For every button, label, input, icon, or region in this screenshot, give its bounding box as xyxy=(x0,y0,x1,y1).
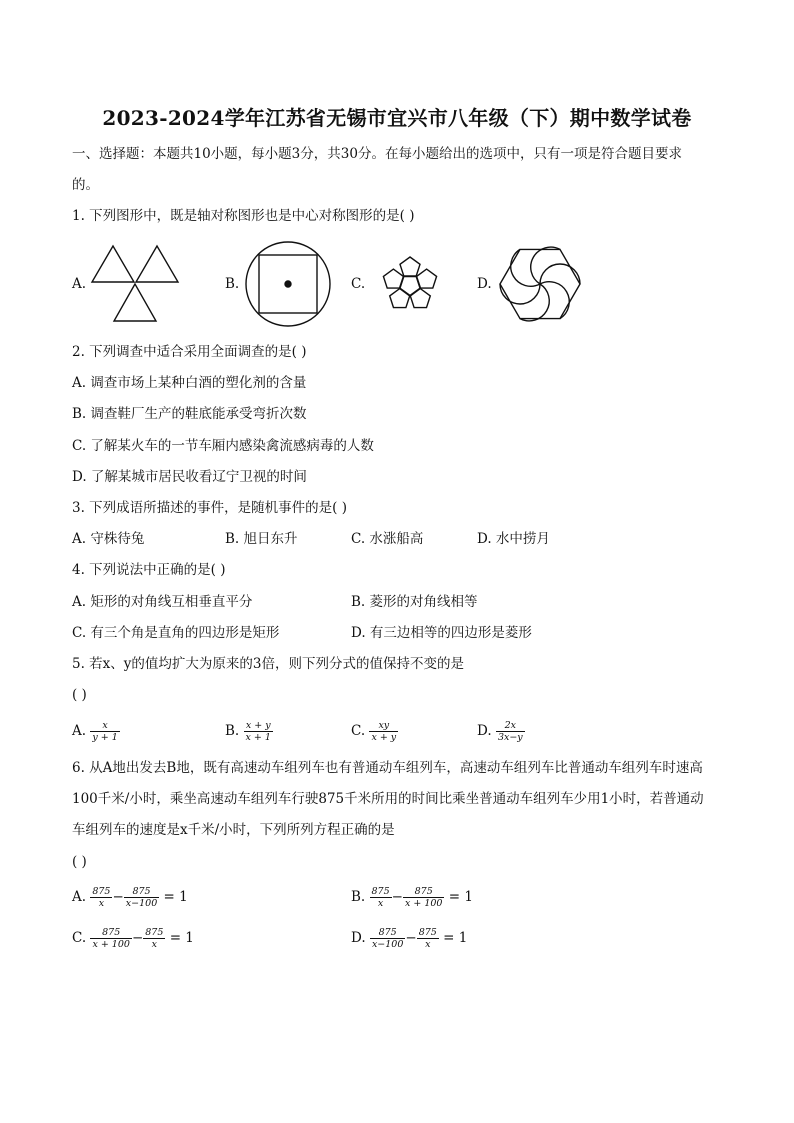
q6-answer-paren: ( ) xyxy=(72,854,87,870)
q1-option-b-label: B. xyxy=(225,276,240,292)
q6-option-c xyxy=(72,927,194,950)
q4-option-c: C. 有三个角是直角的四边形是矩形 xyxy=(72,625,280,641)
q5-option-d-label: D. xyxy=(477,723,492,739)
q2-option-a: A. 调查市场上某种白酒的塑化剂的含量 xyxy=(72,375,307,391)
fraction-numerator: 2x xyxy=(504,720,516,731)
q1-option-d-label: D. xyxy=(477,276,492,292)
equation-rhs: = 1 xyxy=(448,889,473,905)
fraction-denominator: 3x−y xyxy=(497,732,523,743)
fraction-numerator: x + y xyxy=(245,720,271,731)
fraction-denominator: x + y xyxy=(371,732,397,743)
fraction-term-1 xyxy=(370,927,405,950)
q2-option-d: D. 了解某城市居民收看辽宁卫视的时间 xyxy=(72,469,307,485)
q1-figure-b-circle-square xyxy=(244,240,334,330)
fraction-denominator: x + 1 xyxy=(245,732,271,743)
q6-option-d xyxy=(351,927,467,950)
q5-option-d xyxy=(477,720,525,743)
fraction-term-2 xyxy=(403,886,445,909)
fraction-denominator: x−100 xyxy=(371,939,404,950)
q6-option-d-label: D. xyxy=(351,930,366,946)
q1-option-c-label: C. xyxy=(351,276,366,292)
equation-rhs: = 1 xyxy=(169,930,194,946)
q5-option-a-fraction xyxy=(90,720,119,743)
fraction-numerator: 875 xyxy=(92,886,111,897)
fraction-numerator: xy xyxy=(378,720,390,731)
fraction-numerator: x xyxy=(102,720,108,731)
q5-option-c-fraction xyxy=(369,720,398,743)
q4-stem: 4. 下列说法中正确的是( ) xyxy=(72,562,226,578)
q2-option-b: B. 调查鞋厂生产的鞋底能承受弯折次数 xyxy=(72,406,307,422)
fraction-denominator: x xyxy=(143,938,165,950)
q1-figure-c-pentagons xyxy=(365,244,455,324)
q2-stem: 2. 下列调查中适合采用全面调查的是( ) xyxy=(72,344,307,360)
q5-option-a-label: A. xyxy=(72,723,87,739)
q4-option-d: D. 有三边相等的四边形是菱形 xyxy=(351,625,532,641)
fraction-numerator: 875 xyxy=(378,927,397,938)
minus-sign: − xyxy=(405,930,417,946)
fraction-denominator: x xyxy=(417,938,439,950)
q6-option-a xyxy=(72,886,188,909)
q6-option-c-label: C. xyxy=(72,930,87,946)
q6-option-b xyxy=(351,886,473,909)
q3-option-b: B. 旭日东升 xyxy=(225,531,298,547)
fraction-denominator: x−100 xyxy=(125,898,158,909)
fraction-numerator: 875 xyxy=(414,886,433,897)
q4-option-a: A. 矩形的对角线互相垂直平分 xyxy=(72,594,253,610)
minus-sign: − xyxy=(391,889,403,905)
minus-sign: − xyxy=(112,889,124,905)
page-title: 2023-2024学年江苏省无锡市宜兴市八年级（下）期中数学试卷 xyxy=(102,106,692,130)
q1-figure-d-hexagon-pinwheel xyxy=(494,242,586,326)
q4-option-b: B. 菱形的对角线相等 xyxy=(351,594,478,610)
q5-option-c xyxy=(351,720,398,743)
q3-option-c: C. 水涨船高 xyxy=(351,531,424,547)
q3-option-a: A. 守株待兔 xyxy=(72,531,145,547)
q2-option-c: C. 了解某火车的一节车厢内感染禽流感病毒的人数 xyxy=(72,438,374,454)
fraction-denominator: x + 100 xyxy=(404,898,443,909)
q5-option-b xyxy=(225,720,273,743)
q6-stem-line2: 100千米/小时，乘坐高速动车组列车行驶875千米所用的时间比乘坐普通动车组列车少用1小时，若普通动 xyxy=(72,791,704,807)
fraction-denominator: x + 100 xyxy=(92,939,130,950)
q5-option-a xyxy=(72,720,120,743)
fraction-numerator: 875 xyxy=(102,927,121,938)
q5-option-b-fraction xyxy=(244,720,273,743)
minus-sign: − xyxy=(131,930,144,946)
q6-stem-line3: 车组列车的速度是x千米/小时，下列所列方程正确的是 xyxy=(72,822,395,838)
q3-option-d: D. 水中捞月 xyxy=(477,531,550,547)
fraction-numerator: 875 xyxy=(371,886,390,897)
section-heading-line1: 一、选择题：本题共10小题，每小题3分，共30分。在每小题给出的选项中，只有一项是符合题目要求 xyxy=(72,146,682,162)
q6-stem-line1: 6. 从A地出发去B地，既有高速动车组列车也有普通动车组列车，高速动车组列车比普通动车组列车时速高 xyxy=(72,760,703,776)
q5-option-d-fraction xyxy=(496,720,525,743)
fraction-term-1 xyxy=(90,927,132,950)
q5-option-c-label: C. xyxy=(351,723,366,739)
fraction-term-2 xyxy=(143,927,165,950)
equation-rhs: = 1 xyxy=(163,889,188,905)
fraction-term-1 xyxy=(90,886,112,909)
q6-option-b-label: B. xyxy=(351,889,366,905)
q1-stem: 1. 下列图形中，既是轴对称图形也是中心对称图形的是( ) xyxy=(72,208,415,224)
fraction-numerator: 875 xyxy=(418,927,437,938)
q5-stem: 5. 若x、y的值均扩大为原来的3倍，则下列分式的值保持不变的是 xyxy=(72,656,465,672)
fraction-term-2 xyxy=(124,886,159,909)
q3-stem: 3. 下列成语所描述的事件，是随机事件的是( ) xyxy=(72,500,347,516)
q5-option-b-label: B. xyxy=(225,723,240,739)
q1-option-a-label: A. xyxy=(72,276,87,292)
fraction-denominator: y + 1 xyxy=(92,732,118,743)
fraction-term-2 xyxy=(417,927,439,950)
equation-rhs: = 1 xyxy=(443,930,468,946)
section-heading-line2: 的。 xyxy=(72,177,99,193)
fraction-denominator: x xyxy=(370,897,392,909)
fraction-term-1 xyxy=(370,886,392,909)
fraction-numerator: 875 xyxy=(145,927,164,938)
q5-answer-paren: ( ) xyxy=(72,687,87,703)
q6-option-a-label: A. xyxy=(72,889,87,905)
q1-figure-a-triangles xyxy=(90,244,180,324)
fraction-numerator: 875 xyxy=(132,886,151,897)
fraction-denominator: x xyxy=(90,897,112,909)
